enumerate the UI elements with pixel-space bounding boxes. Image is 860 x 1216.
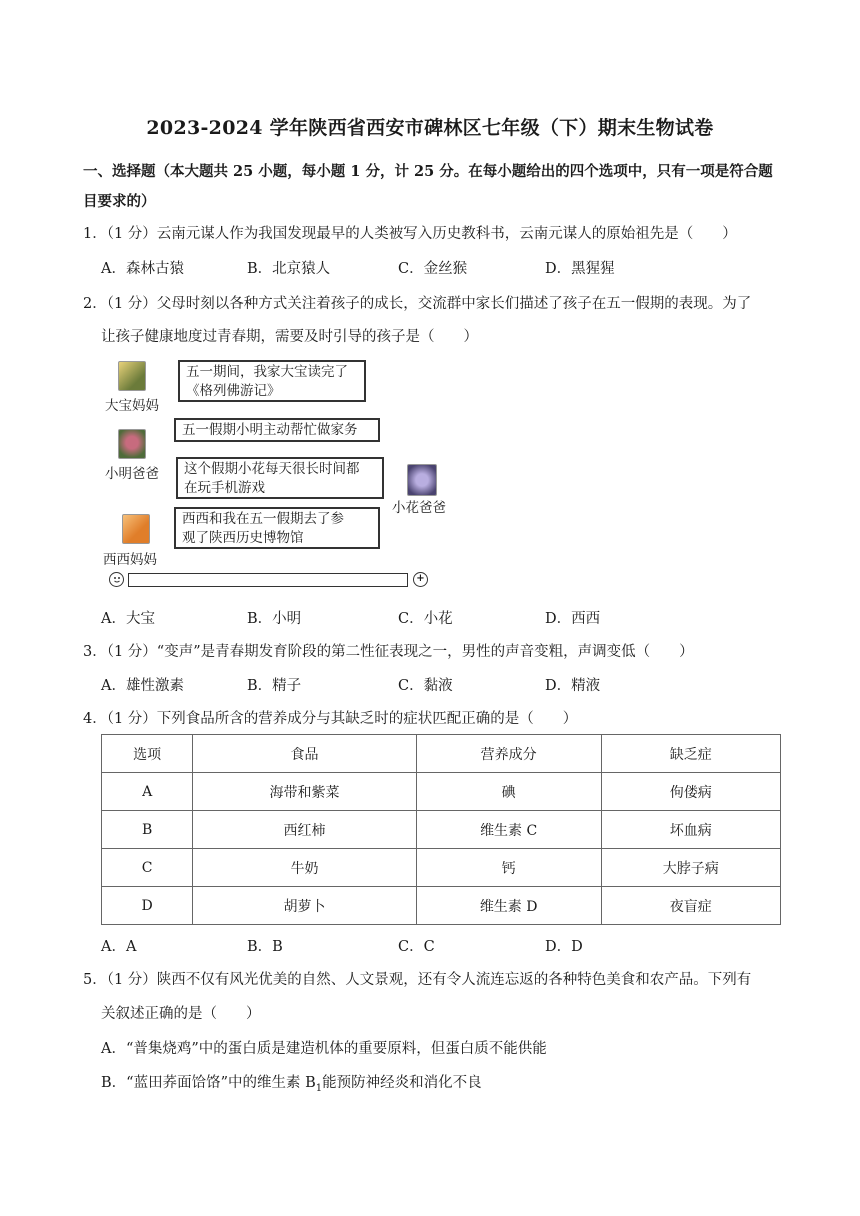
- table-row: [102, 849, 781, 887]
- table-header-cell: 食品: [193, 735, 417, 773]
- table-cell: A: [102, 773, 193, 811]
- parent-name-xiaoming-dad: 小明爸爸: [105, 466, 159, 482]
- table-row: [102, 773, 781, 811]
- table-row: [102, 887, 781, 925]
- table-cell: 坏血病: [601, 811, 780, 849]
- table-cell: 西红柿: [193, 811, 417, 849]
- table-cell: C: [102, 849, 193, 887]
- table-header-cell: 选项: [102, 735, 193, 773]
- chat-bubble-3: [176, 457, 384, 499]
- section-heading-line1: 一、选择题（本大题共 25 小题，每小题 1 分，计 25 分。在每小题给出的四个选项中，只有一项是符合题: [83, 163, 773, 180]
- question-2-option-c: C．小花: [398, 611, 453, 627]
- avatar-leaf-orange: [122, 514, 150, 544]
- question-4-stem: 4．（1 分）下列食品所含的营养成分与其缺乏时的症状匹配正确的是（ ）: [83, 711, 578, 727]
- question-3-option-a: A．雄性激素: [101, 678, 184, 694]
- question-5-stem-line1: 5．（1 分）陕西不仅有风光优美的自然、人文景观，还有令人流连忘返的各种特色美食和农产品。下列有: [83, 972, 752, 988]
- question-3-option-b: B．精子: [247, 678, 302, 694]
- avatar-flower-yellow: [118, 361, 146, 391]
- section-heading-line2: 目要求的）: [83, 193, 156, 210]
- question-1-option-a: A．森林古猿: [101, 261, 184, 277]
- table-cell: 维生素 D: [416, 887, 601, 925]
- question-4-option-a: A．A: [101, 939, 137, 955]
- chat-bubble-4-line1: 西西和我在五一假期去了参: [182, 511, 344, 527]
- parent-name-xiaohua-dad: 小花爸爸: [392, 500, 446, 516]
- table-header-cell: 营养成分: [416, 735, 601, 773]
- avatar-flower-purple: [407, 464, 437, 496]
- question-4-option-c: C．C: [398, 939, 435, 955]
- table-cell: 碘: [416, 773, 601, 811]
- table-cell: 佝偻病: [601, 773, 780, 811]
- question-5-option-b-subscript: 1: [315, 1082, 323, 1094]
- chat-bubble-1-line1: 五一期间，我家大宝读完了: [186, 364, 348, 380]
- nutrition-table: [101, 734, 781, 925]
- question-4-option-b: B．B: [247, 939, 283, 955]
- table-cell: 胡萝卜: [193, 887, 417, 925]
- question-2-option-a: A．大宝: [101, 611, 155, 627]
- question-5-option-b-post: 能预防神经炎和消化不良: [322, 1075, 482, 1091]
- chat-bubble-2-text: 五一假期小明主动帮忙做家务: [182, 422, 358, 438]
- question-5-stem-line2: 关叙述正确的是（ ）: [101, 1006, 261, 1022]
- parent-name-dabao-mom: 大宝妈妈: [105, 398, 159, 414]
- question-1-option-c: C．金丝猴: [398, 261, 468, 277]
- table-cell: 夜盲症: [601, 887, 780, 925]
- question-3-option-c: C．黏液: [398, 678, 453, 694]
- chat-group-figure: [100, 356, 460, 594]
- chat-bubble-1: [178, 360, 366, 402]
- page-title: 2023-2024 学年陕西省西安市碑林区七年级（下）期末生物试卷: [146, 117, 714, 139]
- table-header-row: [102, 735, 781, 773]
- emoji-face-icon: [111, 573, 123, 585]
- question-5-option-b: [101, 1071, 482, 1094]
- chat-bubble-3-line1: 这个假期小花每天很长时间都: [184, 461, 360, 477]
- message-input-bar: [128, 573, 408, 587]
- question-4-option-d: D．D: [545, 939, 583, 955]
- chat-bubble-3-line2: 在玩手机游戏: [184, 480, 265, 496]
- table-cell: D: [102, 887, 193, 925]
- table-cell: 钙: [416, 849, 601, 887]
- question-3-option-d: D．精液: [545, 678, 601, 694]
- question-1-option-d: D．黑猩猩: [545, 261, 615, 277]
- table-cell: 维生素 C: [416, 811, 601, 849]
- avatar-flower-pink: [118, 429, 146, 459]
- plus-icon: +: [413, 572, 428, 587]
- question-2-stem-line1: 2．（1 分）父母时刻以各种方式关注着孩子的成长，交流群中家长们描述了孩子在五一假期的表现。为了: [83, 296, 752, 312]
- chat-bubble-4: [174, 507, 380, 549]
- emoji-icon: [109, 572, 124, 587]
- question-1-option-b: B．北京猿人: [247, 261, 331, 277]
- parent-name-xixi-mom: 西西妈妈: [103, 552, 157, 568]
- question-5-option-a: A．“普集烧鸡”中的蛋白质是建造机体的重要原料，但蛋白质不能供能: [101, 1041, 547, 1057]
- table-row: [102, 811, 781, 849]
- question-1-stem: 1．（1 分）云南元谋人作为我国发现最早的人类被写入历史教科书，云南元谋人的原始祖先是（ ）: [83, 226, 737, 242]
- table-cell: 牛奶: [193, 849, 417, 887]
- table-cell: 海带和紫菜: [193, 773, 417, 811]
- chat-bubble-4-line2: 观了陕西历史博物馆: [182, 530, 304, 546]
- question-2-option-b: B．小明: [247, 611, 302, 627]
- table-cell: B: [102, 811, 193, 849]
- chat-bubble-2: [174, 418, 380, 442]
- question-2-stem-line2: 让孩子健康地度过青春期，需要及时引导的孩子是（ ）: [101, 329, 478, 345]
- chat-bubble-1-line2: 《格列佛游记》: [186, 383, 281, 399]
- table-cell: 大脖子病: [601, 849, 780, 887]
- question-5-option-b-pre: B．“蓝田荞面饸饹”中的维生素 B: [101, 1075, 316, 1091]
- question-3-stem: 3．（1 分）“变声”是青春期发育阶段的第二性征表现之一，男性的声音变粗，声调变低（ ）: [83, 644, 694, 660]
- question-2-option-d: D．西西: [545, 611, 601, 627]
- table-header-cell: 缺乏症: [601, 735, 780, 773]
